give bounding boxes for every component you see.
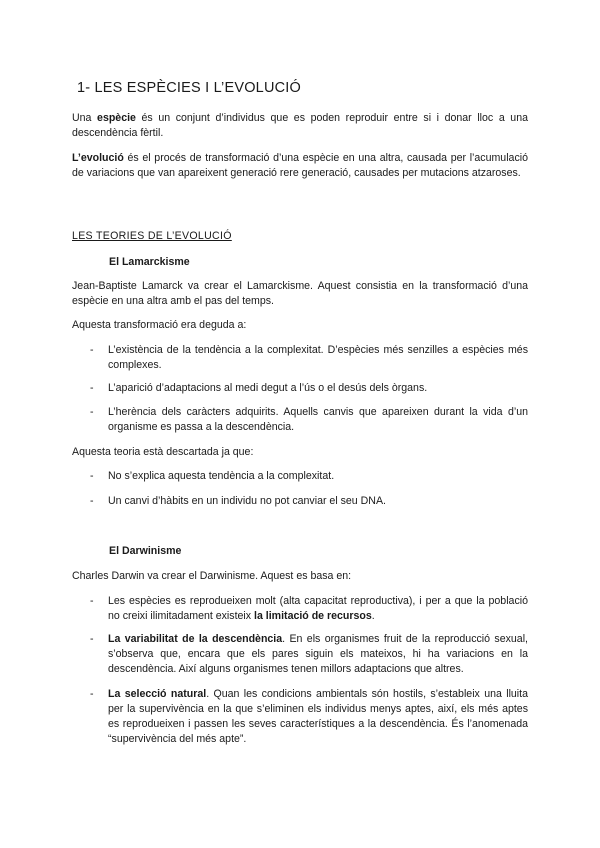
list-item: [72, 343, 528, 373]
list-item: [72, 494, 528, 509]
lamarck-causes-intro: Aquesta transformació era deguda a:: [72, 319, 247, 331]
bullet-dash: -: [90, 382, 94, 394]
list-item: [72, 687, 528, 747]
point-emphasis: la limitació de recursos: [254, 610, 372, 622]
list-item-text: L’existència de la tendència a la complexitat. D’espècies més senzilles a espècies més complexes.: [108, 344, 528, 371]
evolution-definition: [72, 151, 528, 181]
point-text: Les espècies es reprodueixen molt (alta capacitat reproductiva), i per a que la població no creixi ilimitadament existeix: [108, 595, 528, 622]
point-emphasis: La variabilitat de la descendència: [108, 633, 283, 645]
bullet-dash: -: [90, 633, 94, 645]
species-definition: [72, 111, 528, 141]
bullet-dash: -: [90, 344, 94, 356]
document-title: 1- LES ESPÈCIES I L’EVOLUCIÓ: [77, 80, 301, 96]
lamarck-discard-intro: Aquesta teoria està descartada ja que:: [72, 446, 254, 458]
bullet-dash: -: [90, 406, 94, 418]
list-item: [72, 469, 528, 484]
bullet-dash: -: [90, 495, 94, 507]
definition-text: Una: [72, 112, 98, 124]
darwin-intro: Charles Darwin va crear el Darwinisme. Aquest es basa en:: [72, 570, 352, 582]
lamarck-heading: El Lamarckisme: [109, 256, 190, 268]
section-title: LES TEORIES DE L’EVOLUCIÓ: [72, 230, 232, 242]
point-emphasis: La selecció natural: [108, 688, 207, 700]
definition-term: L’evolució: [72, 152, 124, 164]
list-item-text: [108, 632, 528, 677]
list-item-text: [108, 687, 528, 747]
bullet-dash: -: [90, 470, 94, 482]
list-item-text: [108, 594, 528, 624]
definition-term: espècie: [97, 112, 136, 124]
lamarck-intro: Jean-Baptiste Lamarck va crear el Lamarckisme. Aquest consistia en la transformació d’una espècie en una altra amb el pas del temps.: [72, 280, 528, 307]
darwin-heading: El Darwinisme: [109, 545, 182, 557]
bullet-dash: -: [90, 595, 94, 607]
definition-text: és el procés de transformació d’una espècie en una altra, causada per l’acumulació de variacions que van apareixent generació rere generació, causades per mutacions atzaroses.: [72, 152, 528, 179]
list-item-text: L’aparició d’adaptacions al medi degut a l’ús o el desús dels òrgans.: [108, 382, 428, 394]
list-item-text: No s’explica aquesta tendència a la complexitat.: [108, 470, 335, 482]
list-item: [72, 632, 528, 677]
list-item: [72, 594, 528, 624]
list-item-text: Un canvi d’hàbits en un individu no pot canviar el seu DNA.: [108, 495, 386, 507]
point-text: . En els organismes fruit de la reproducció sexual, s’observa que, encara que els pares siguin els mateixos, hi ha variacions en la descendència. Així alguns organismes tenen millors adaptacions que altres.: [108, 633, 528, 675]
point-text: . Quan les condicions ambientals són hostils, s’estableix una lluita per la supervivència en la que s’eliminen els individus menys aptes, així, els més aptes es reprodueixen i passen les seves característiques a la descendència. És l’anomenada “supervivència del més apte”.: [108, 688, 528, 745]
bullet-dash: -: [90, 688, 94, 700]
definition-text: és un conjunt d’individus que es poden reproduir entre si i donar lloc a una descendència fèrtil.: [72, 112, 528, 139]
point-text: .: [371, 610, 375, 622]
list-item-text: L’herència dels caràcters adquirits. Aquells canvis que apareixen durant la vida d’un organisme es passa a la descendència.: [108, 406, 528, 433]
list-item: [72, 405, 528, 435]
list-item: [72, 381, 528, 396]
